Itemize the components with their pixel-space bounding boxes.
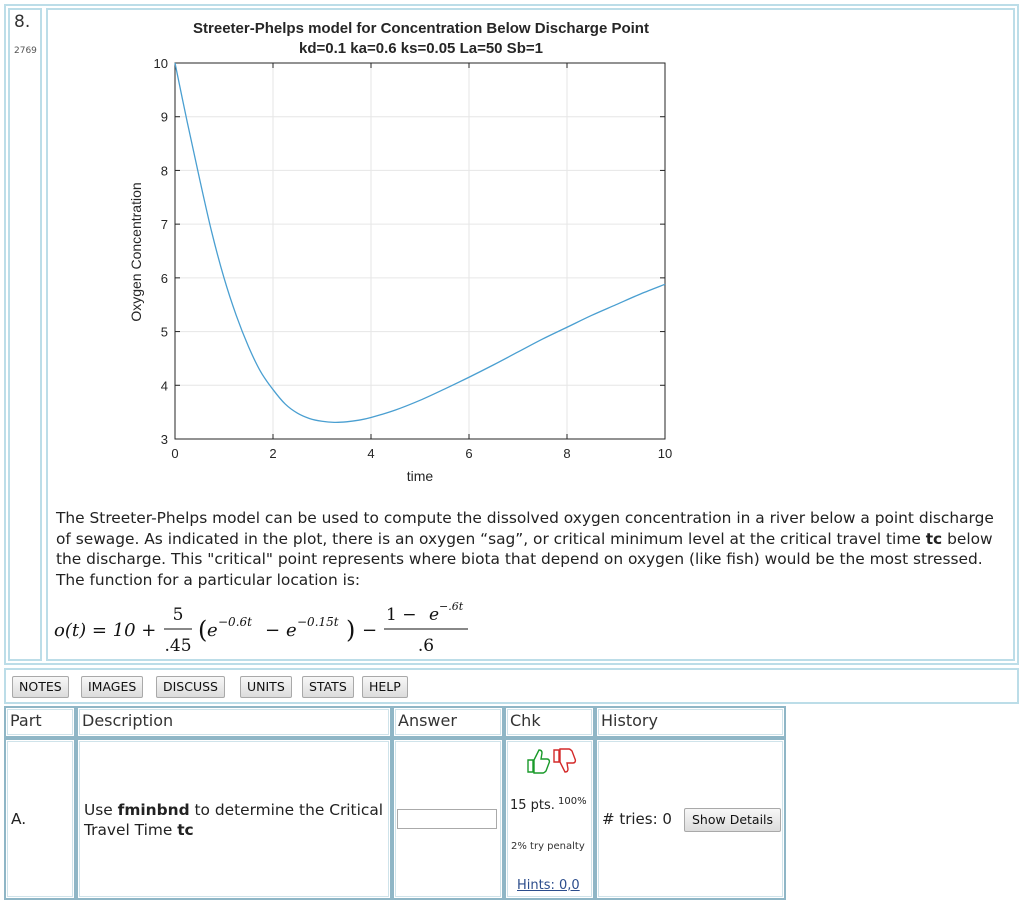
discuss-button[interactable]: DISCUSS xyxy=(156,676,225,698)
formula-frac1-num: 5 xyxy=(172,605,184,625)
units-button[interactable]: UNITS xyxy=(240,676,292,698)
answer-input[interactable] xyxy=(397,809,497,829)
oxygen-chart xyxy=(88,12,688,492)
formula-e1-pow: −0.6t xyxy=(218,615,252,629)
formula-e2: e xyxy=(286,620,297,641)
question-text-part1: The Streeter-Phelps model can be used to compute the dissolved oxygen concentration in a river below a point discharge of sewage. As indicated in the plot, there is an oxygen “sag”, or critical minimum level at the critical travel time xyxy=(56,509,994,548)
hints-link[interactable]: Hints: 0,0 xyxy=(517,878,580,893)
question-panel xyxy=(4,4,1019,665)
chart-subtitle: kd=0.1 ka=0.6 ks=0.05 La=50 Sb=1 xyxy=(299,40,543,57)
images-button[interactable]: IMAGES xyxy=(81,676,143,698)
question-text-tc: tc xyxy=(925,529,943,548)
thumbs-up-icon[interactable] xyxy=(528,750,549,773)
y-tick-label: 5 xyxy=(160,324,168,340)
try-penalty: 2% try penalty xyxy=(511,841,585,852)
header-part: Part xyxy=(4,706,76,738)
x-tick-label: 8 xyxy=(563,446,571,461)
formula-frac2-num-pow: −.6t xyxy=(439,600,464,613)
formula-minus2: − xyxy=(362,620,378,641)
thumbs-icons xyxy=(524,746,578,776)
part-cell xyxy=(4,738,76,900)
y-tick-label: 8 xyxy=(160,163,168,179)
y-axis-label: Oxygen Concentration xyxy=(128,182,144,322)
formula-frac1-den: .45 xyxy=(164,636,192,656)
question-toolbar xyxy=(4,668,1019,704)
part-label: A. xyxy=(11,810,27,828)
plot-frame xyxy=(175,63,665,439)
header-history: History xyxy=(595,706,786,738)
chart-title: Streeter-Phelps model for Concentration Below Discharge Point xyxy=(193,20,649,37)
x-tick-label: 10 xyxy=(657,446,673,461)
formula-minus: − xyxy=(265,620,281,641)
question-text-part2: below the discharge. This "critical" point represents where biota that depend on oxygen (like fish) would be the most stressed. The function for a particular location is: xyxy=(56,529,993,589)
help-button[interactable]: HELP xyxy=(362,676,408,698)
answer-cell xyxy=(392,738,504,900)
desc-tc: tc xyxy=(177,821,194,839)
x-tick-label: 4 xyxy=(367,446,375,461)
x-tick-label: 2 xyxy=(269,446,277,461)
question-text xyxy=(56,508,1011,590)
y-tick-label: 9 xyxy=(160,109,168,125)
formula-frac2-den: .6 xyxy=(417,636,435,656)
formula-frac2-num-a: 1 − xyxy=(386,605,417,625)
points-percent: 100% xyxy=(558,796,587,807)
formula-e2-pow: −0.15t xyxy=(297,615,339,629)
desc-text-a: Use xyxy=(84,801,118,819)
formula-frac2-num-e: e xyxy=(429,605,440,625)
notes-button[interactable]: NOTES xyxy=(12,676,69,698)
desc-text-c: to determine the Critical Travel Time xyxy=(84,801,384,839)
formula-paren-open: ( xyxy=(198,616,208,644)
history-cell xyxy=(595,738,786,900)
chk-cell xyxy=(504,738,595,900)
x-tick-label: 6 xyxy=(465,446,473,461)
formula-paren-close: ) xyxy=(346,616,356,644)
y-tick-label: 6 xyxy=(160,270,168,286)
chart-grid xyxy=(175,63,665,439)
question-id: 2769 xyxy=(14,46,37,56)
show-details-button[interactable]: Show Details xyxy=(684,808,781,832)
question-body xyxy=(46,8,1015,661)
formula-e1: e xyxy=(207,620,218,641)
part-description xyxy=(84,800,384,840)
question-number: 8. xyxy=(14,12,31,32)
x-axis-label: time xyxy=(406,468,434,484)
thumbs-down-icon[interactable] xyxy=(554,749,575,772)
question-number-column xyxy=(8,8,42,661)
description-cell xyxy=(76,738,392,900)
header-description: Description xyxy=(76,706,392,738)
formula-lhs: o(t) = 10 + xyxy=(54,620,157,641)
stats-button[interactable]: STATS xyxy=(302,676,354,698)
header-answer: Answer xyxy=(392,706,504,738)
y-tick-label: 7 xyxy=(160,217,168,233)
y-tick-label: 10 xyxy=(153,56,168,71)
formula xyxy=(54,598,494,660)
x-tick-label: 0 xyxy=(171,446,179,461)
desc-fminbnd: fminbnd xyxy=(117,801,190,819)
tries-count: # tries: 0 xyxy=(602,810,672,828)
points-text: 15 pts. xyxy=(510,798,555,813)
y-tick-label: 4 xyxy=(160,378,168,394)
header-chk: Chk xyxy=(504,706,595,738)
y-tick-label: 3 xyxy=(160,432,168,447)
